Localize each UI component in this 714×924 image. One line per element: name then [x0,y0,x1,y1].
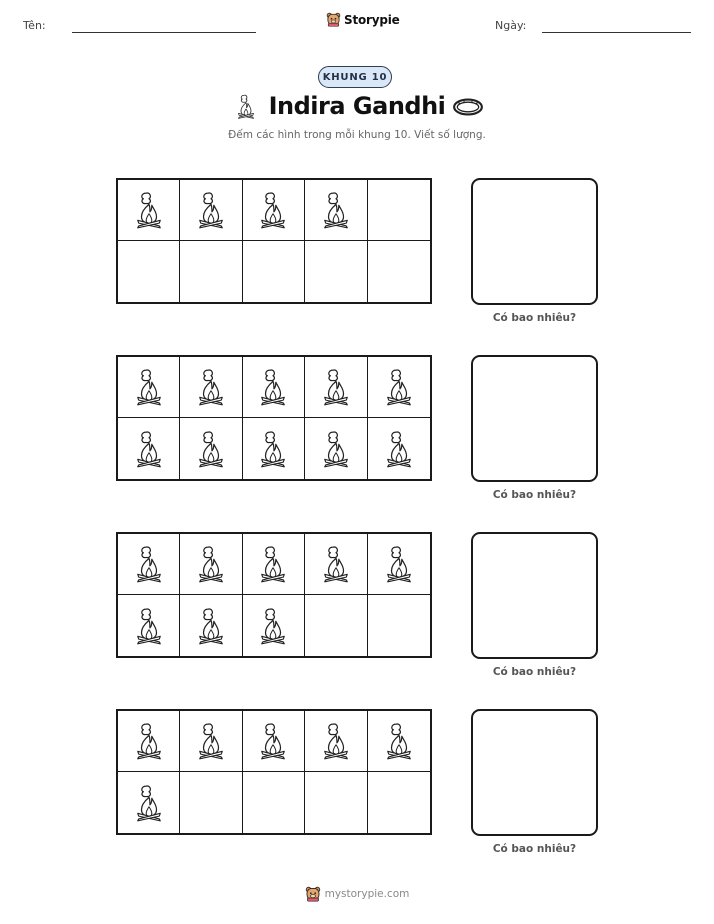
date-label: Ngày: [495,19,527,32]
ten-frame-cell [243,418,305,479]
campfire-icon [384,430,414,468]
ten-frame-cell [118,772,180,833]
ten-frame-cell [243,180,305,241]
brand-logo [326,12,400,27]
campfire-icon [196,368,226,406]
ten-frame-cell [305,241,367,302]
bear-icon [305,886,321,902]
date-line[interactable] [542,32,691,33]
campfire-icon [196,545,226,583]
ten-frame-cell [305,711,367,772]
ten-frame-cell [180,595,242,656]
campfire-icon [196,607,226,645]
ten-frame-cell [118,241,180,302]
ten-frame-cell [368,357,430,418]
campfire-icon [384,545,414,583]
ten-frame-cell [118,180,180,241]
campfire-icon [321,191,351,229]
campfire-icon [196,191,226,229]
campfire-icon [134,722,164,760]
ten-frame-cell [305,772,367,833]
ten-frame [116,532,432,658]
question-label: Có bao nhiêu? [492,489,577,501]
ten-frame-cell [243,772,305,833]
campfire-icon [134,191,164,229]
ten-frame-cell [180,772,242,833]
answer-box[interactable] [471,178,598,305]
campfire-icon [134,607,164,645]
question-label: Có bao nhiêu? [492,312,577,324]
ten-frame-cell [368,595,430,656]
brand-name: Storypie [344,12,400,27]
campfire-icon [321,430,351,468]
ten-frame-cell [180,180,242,241]
ten-frame-cell [118,595,180,656]
ten-frame-cell [368,180,430,241]
ten-frame [116,355,432,481]
ten-frame-cell [118,534,180,595]
campfire-icon [258,607,288,645]
bear-icon [326,12,341,27]
question-label: Có bao nhiêu? [492,843,577,855]
answer-box[interactable] [471,532,598,659]
campfire-icon [258,368,288,406]
campfire-icon [321,545,351,583]
page-title: Indira Gandhi [268,92,446,120]
name-line[interactable] [72,32,256,33]
ten-frame-cell [305,180,367,241]
campfire-icon [321,368,351,406]
campfire-icon [258,430,288,468]
ten-frame-cell [368,241,430,302]
ten-frame-cell [243,711,305,772]
ten-frame-cell [118,418,180,479]
worksheet-badge: KHUNG 10 [318,66,392,88]
answer-box[interactable] [471,709,598,836]
ten-frame-cell [180,418,242,479]
ten-frame-cell [118,711,180,772]
campfire-icon [384,368,414,406]
ten-frame-cell [368,711,430,772]
ten-frame-cell [180,711,242,772]
answer-box[interactable] [471,355,598,482]
bangle-icon [452,96,484,118]
ten-frame-cell [368,772,430,833]
campfire-icon [258,722,288,760]
campfire-icon [196,722,226,760]
ten-frame-cell [180,534,242,595]
ten-frame-cell [368,418,430,479]
ten-frame-cell [243,241,305,302]
campfire-icon [384,722,414,760]
ten-frame [116,709,432,835]
ten-frame-cell [305,534,367,595]
footer [0,886,714,902]
campfire-icon [134,368,164,406]
ten-frame-cell [180,241,242,302]
ten-frame-cell [243,357,305,418]
ten-frame-cell [305,595,367,656]
footer-url: mystorypie.com [324,888,410,900]
campfire-icon [321,722,351,760]
campfire-icon [258,191,288,229]
campfire-icon [134,545,164,583]
ten-frame-cell [305,357,367,418]
campfire-icon [134,784,164,822]
ten-frame-cell [243,595,305,656]
question-label: Có bao nhiêu? [492,666,577,678]
campfire-icon [196,430,226,468]
campfire-icon [134,430,164,468]
ten-frame-cell [305,418,367,479]
campfire-icon [258,545,288,583]
name-label: Tên: [23,19,46,32]
instructions: Đếm các hình trong mỗi khung 10. Viết số lượng. [228,129,486,141]
ten-frame-cell [243,534,305,595]
ten-frame-cell [368,534,430,595]
ten-frame-cell [118,357,180,418]
ten-frame-cell [180,357,242,418]
ten-frame [116,178,432,304]
